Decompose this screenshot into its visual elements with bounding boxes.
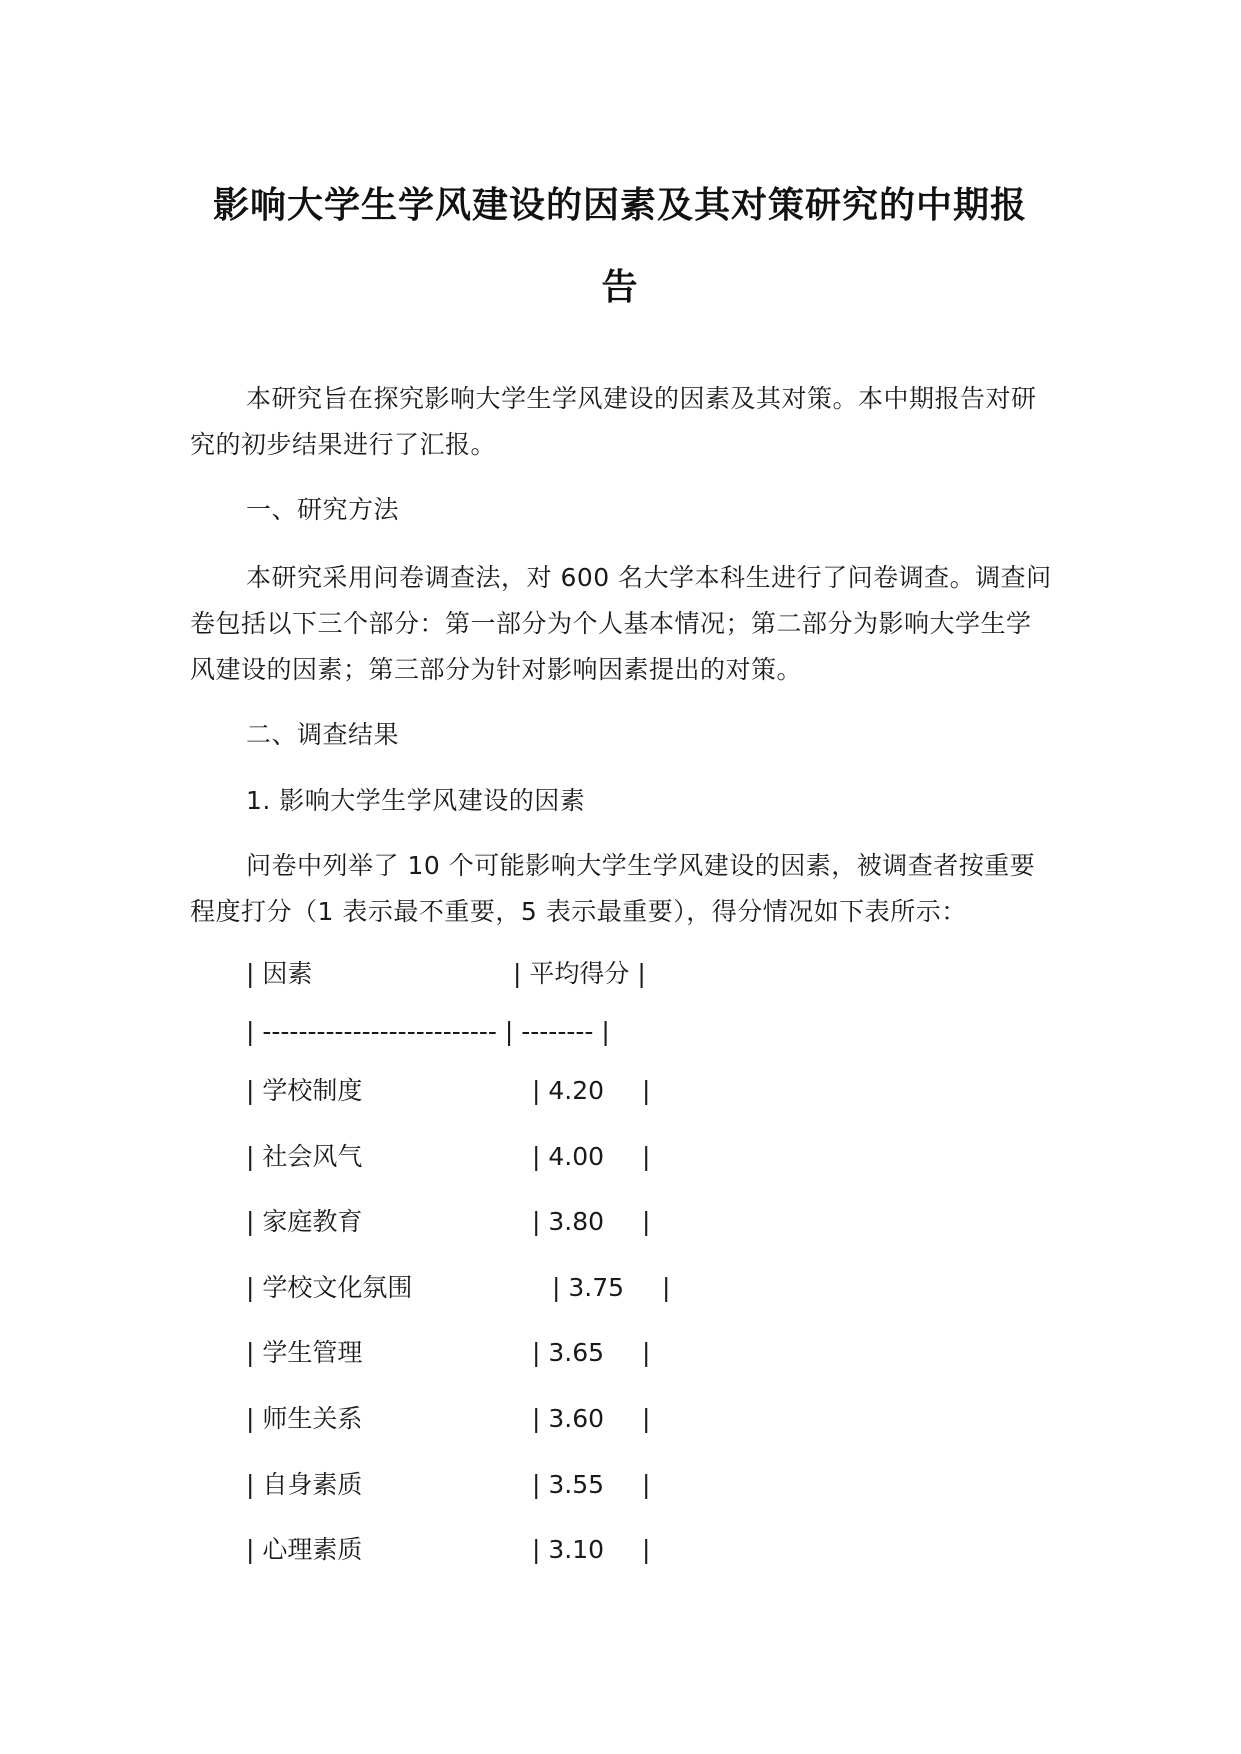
table-cell-end: | — [662, 1273, 671, 1302]
table-cell-end: | — [642, 1338, 651, 1367]
table-cell-factor: | 心理素质 — [246, 1535, 363, 1564]
table-header-factor: | 因素 — [246, 959, 313, 988]
intro-paragraph: 本研究旨在探究影响大学生学风建设的因素及其对策。本中期报告对研究的初步结果进行了汇报。 — [190, 384, 1037, 459]
section-heading-methods: 一、研究方法 — [246, 495, 400, 524]
table-cell-factor: | 家庭教育 — [246, 1207, 363, 1236]
table-cell-score: | 3.75 — [552, 1273, 625, 1302]
table-cell-score: | 3.55 — [532, 1470, 605, 1499]
methods-paragraph: 本研究采用问卷调查法，对 600 名大学本科生进行了问卷调查。调查问卷包括以下三个部分：第一部分为个人基本情况；第二部分为影响大学生学风建设的因素；第三部分为针对影响因素提出的对策。 — [190, 563, 1052, 684]
table-cell-score: | 3.80 — [532, 1207, 605, 1236]
table-cell-end: | — [642, 1404, 651, 1433]
table-cell-end: | — [642, 1470, 651, 1499]
table-cell-score: | 3.60 — [532, 1404, 605, 1433]
document-title-line-2: 告 — [601, 267, 639, 308]
factors-paragraph: 问卷中列举了 10 个可能影响大学生学风建设的因素，被调查者按重要程度打分（1 表示最不重要，5 表示最重要），得分情况如下表所示： — [190, 851, 1036, 926]
table-header-score: | 平均得分 | — [513, 959, 646, 988]
table-cell-score: | 3.10 — [532, 1535, 605, 1564]
table-cell-factor: | 学校文化氛围 — [246, 1273, 413, 1302]
section-heading-results: 二、调查结果 — [246, 720, 400, 749]
table-cell-factor: | 学校制度 — [246, 1076, 363, 1105]
table-cell-end: | — [642, 1207, 651, 1236]
table-cell-score: | 4.20 — [532, 1076, 605, 1105]
table-cell-factor: | 师生关系 — [246, 1404, 363, 1433]
table-cell-end: | — [642, 1076, 651, 1105]
table-cell-end: | — [642, 1535, 651, 1564]
table-cell-score: | 4.00 — [532, 1142, 605, 1171]
document-title-line-1: 影响大学生学风建设的因素及其对策研究的中期报 — [212, 185, 1027, 226]
table-cell-factor: | 社会风气 — [246, 1142, 363, 1171]
table-cell-score: | 3.65 — [532, 1338, 605, 1367]
subsection-heading-factors: 1. 影响大学生学风建设的因素 — [246, 786, 586, 815]
table-cell-factor: | 自身素质 — [246, 1470, 363, 1499]
table-separator: | -------------------------- | -------- | — [246, 1017, 610, 1046]
table-cell-factor: | 学生管理 — [246, 1338, 363, 1367]
table-cell-end: | — [642, 1142, 651, 1171]
